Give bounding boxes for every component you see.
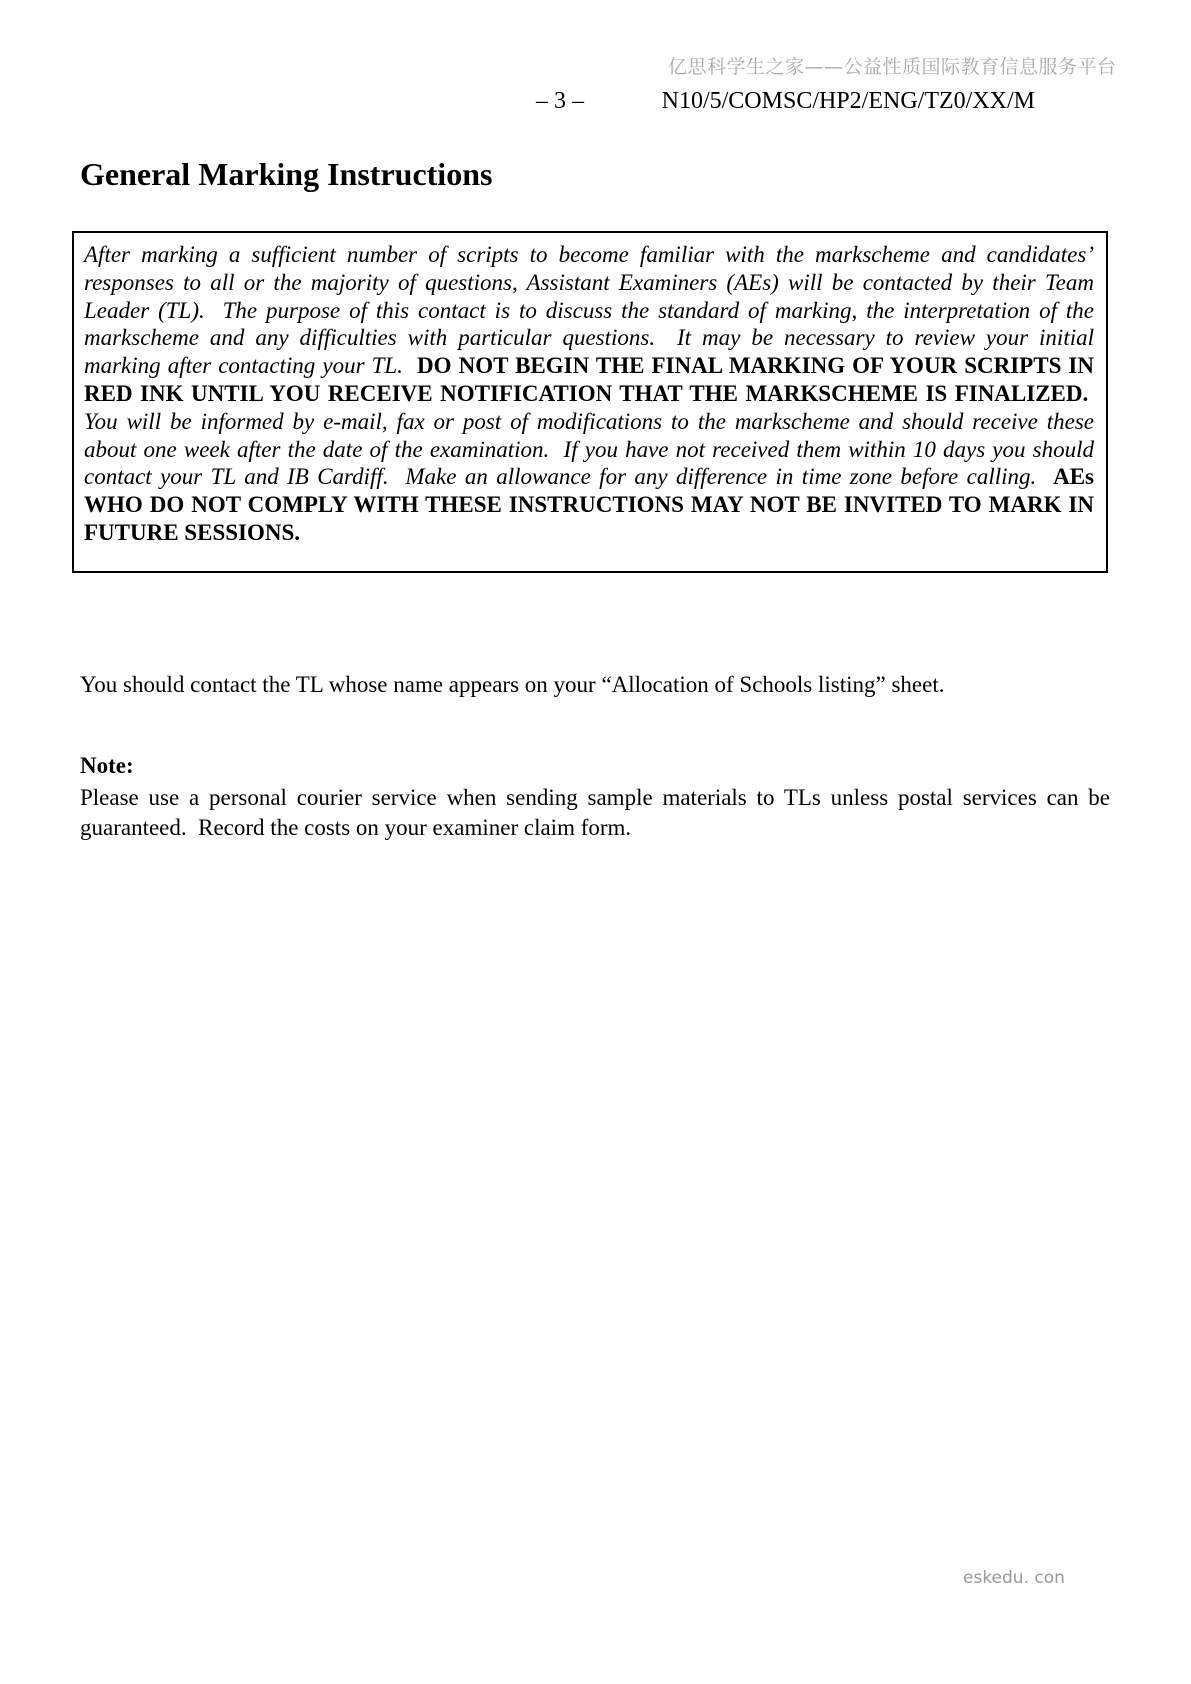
instruction-paragraph xyxy=(84,241,1094,547)
instruction-segment-bold: DO NOT BEGIN THE FINAL MARKING OF YOUR SCRIPTS IN RED INK UNTIL YOU RECEIVE NOTIFICATION THAT THE MARKSCHEME IS FINALIZED. xyxy=(84,353,1094,406)
note-label: Note: xyxy=(80,753,134,778)
instruction-segment-italic: You will be informed by e-mail, fax or post of modifications to the markscheme and should receive these about one week after the date of the examination. If you have not received them within 10 days you should contact your TL and IB Cardiff. Make an allowance for any difference in time zone before calling. xyxy=(84,408,1094,490)
general-marking-instructions-box xyxy=(72,231,1108,573)
document-code: N10/5/COMSC/HP2/ENG/TZ0/XX/M xyxy=(661,88,1035,114)
eskedu-watermark: eskedu. con xyxy=(963,1568,1065,1588)
page-number: – 3 – xyxy=(536,88,584,114)
chinese-watermark: 亿思科学生之家——公益性质国际教育信息服务平台 xyxy=(668,56,1117,78)
contact-tl-line: You should contact the TL whose name appears on your “Allocation of Schools listing” sheet. xyxy=(80,672,945,697)
page-title: General Marking Instructions xyxy=(80,156,493,192)
instruction-segment-bold: AEs WHO DO NOT COMPLY WITH THESE INSTRUCTIONS MAY NOT BE INVITED TO MARK IN FUTURE SESSIONS. xyxy=(84,464,1094,545)
instruction-segment-italic: After marking a sufficient number of scripts to become familiar with the markscheme and candidates’ responses to all or the majority of questions, Assistant Examiners (AEs) will be contacted by their Team Leader (TL). The purpose of this contact is to discuss the standard of marking, the interpretation of the markscheme and any difficulties with particular questions. It may be necessary to review your initial marking after contacting your TL. xyxy=(84,242,1094,379)
note-body: Please use a personal courier service when sending sample materials to TLs unless postal services can be guaranteed. Record the costs on your examiner claim form. xyxy=(80,785,1110,840)
